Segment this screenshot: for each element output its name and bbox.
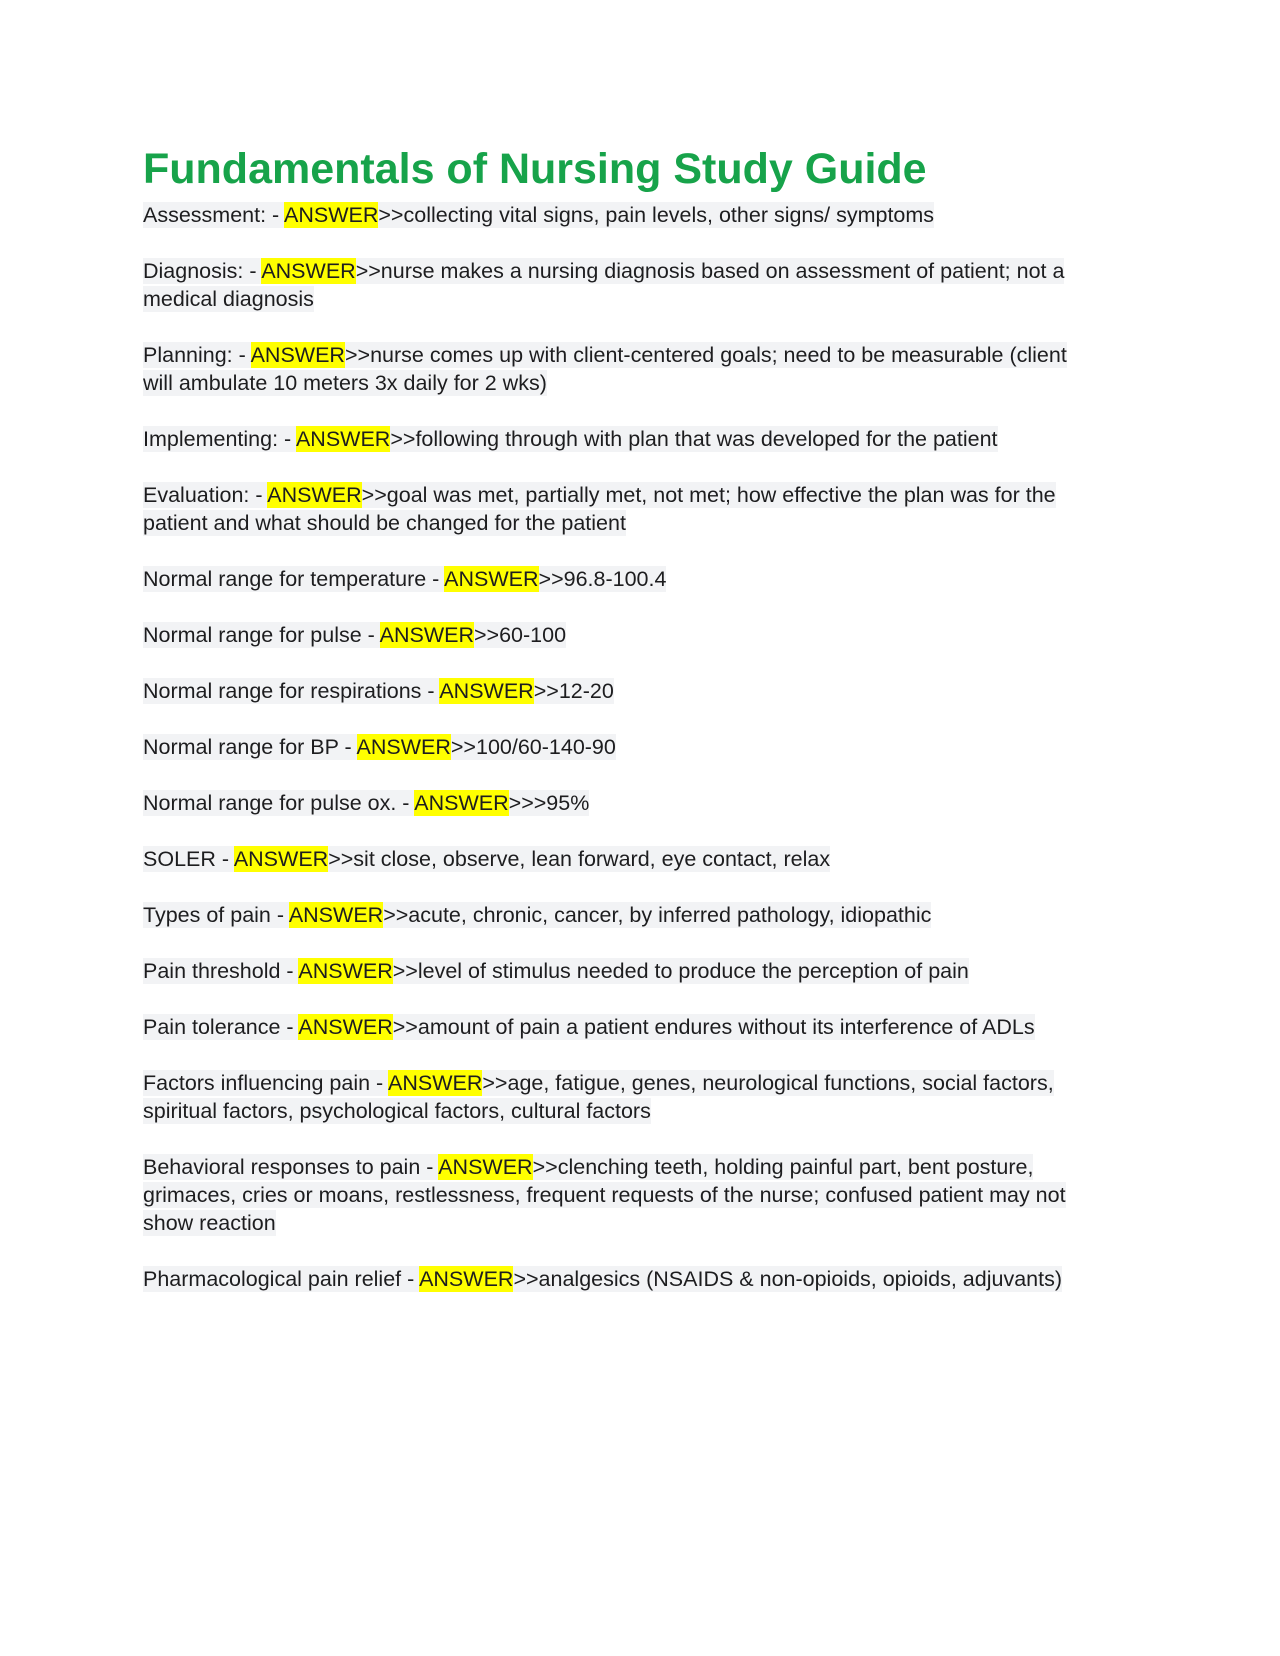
answer-highlight: ANSWER (438, 1155, 533, 1180)
question-text: Planning: - (143, 343, 251, 368)
question-text: Types of pain - (143, 903, 289, 928)
answer-text: >>60-100 (473, 623, 567, 648)
answer-text: >>>95% (508, 791, 590, 816)
qa-item (143, 565, 1075, 593)
question-text: Normal range for BP - (143, 735, 357, 760)
qa-item (143, 621, 1075, 649)
answer-highlight: ANSWER (284, 203, 379, 228)
question-text: Normal range for pulse ox. - (143, 791, 415, 816)
question-text: Factors influencing pain - (143, 1071, 388, 1096)
qa-item (143, 1153, 1075, 1237)
answer-text: >>12-20 (533, 679, 614, 704)
question-text: SOLER - (143, 847, 234, 872)
answer-highlight: ANSWER (356, 735, 451, 760)
question-text: Pain tolerance - (143, 1015, 299, 1040)
qa-item (143, 733, 1075, 761)
answer-highlight: ANSWER (298, 1015, 393, 1040)
answer-text: >>100/60-140-90 (450, 735, 616, 760)
question-text: Normal range for respirations - (143, 679, 440, 704)
question-text: Pharmacological pain relief - (143, 1267, 420, 1292)
answer-highlight: ANSWER (295, 427, 391, 452)
page-title: Fundamentals of Nursing Study Guide (143, 145, 927, 193)
answer-text: >>nurse comes up with client-centered goals; need to be measurable (client will ambulate 10 meters 3x daily for 2 wks) (143, 343, 1067, 396)
qa-item (143, 677, 1075, 705)
answer-highlight: ANSWER (379, 623, 474, 648)
question-text: Behavioral responses to pain - (143, 1155, 439, 1180)
question-text: Implementing: - (143, 427, 296, 452)
answer-text: >>age, fatigue, genes, neurological functions, social factors, spiritual factors, psychological factors, cultural factors (143, 1071, 1054, 1124)
qa-item (143, 1013, 1075, 1041)
qa-item (143, 425, 1075, 453)
answer-highlight: ANSWER (298, 959, 393, 984)
answer-highlight: ANSWER (288, 903, 384, 928)
qa-item (143, 341, 1075, 397)
answer-highlight: ANSWER (419, 1267, 514, 1292)
qa-item (143, 845, 1075, 873)
answer-text: >>analgesics (NSAIDS & non-opioids, opioids, adjuvants) (513, 1267, 1062, 1292)
answer-highlight: ANSWER (233, 847, 329, 872)
answer-highlight: ANSWER (261, 259, 356, 284)
answer-highlight: ANSWER (414, 791, 509, 816)
answer-text: >>sit close, observe, lean forward, eye contact, relax (328, 847, 831, 872)
qa-item (143, 481, 1075, 537)
answer-text: >>nurse makes a nursing diagnosis based on assessment of patient; not a medical diagnosis (143, 259, 1065, 312)
qa-item (143, 201, 1075, 229)
answer-text: >>96.8-100.4 (538, 567, 667, 592)
answer-highlight: ANSWER (439, 679, 534, 704)
question-text: Assessment: - (143, 203, 284, 228)
answer-text: >>level of stimulus needed to produce the perception of pain (392, 959, 969, 984)
answer-text: >>goal was met, partially met, not met; how effective the plan was for the patient and what should be changed for the patient (143, 483, 1056, 536)
qa-item (143, 257, 1075, 313)
answer-highlight: ANSWER (444, 567, 539, 592)
answer-text: >>following through with plan that was developed for the patient (390, 427, 998, 452)
question-text: Diagnosis: - (143, 259, 262, 284)
qa-item (143, 789, 1075, 817)
answer-highlight: ANSWER (388, 1071, 483, 1096)
answer-highlight: ANSWER (267, 483, 362, 508)
answer-text: >>amount of pain a patient endures without its interference of ADLs (392, 1015, 1035, 1040)
question-text: Normal range for temperature - (143, 567, 445, 592)
qa-item (143, 1069, 1075, 1125)
answer-text: >>collecting vital signs, pain levels, other signs/ symptoms (378, 203, 935, 228)
question-text: Normal range for pulse - (143, 623, 380, 648)
question-text: Pain threshold - (143, 959, 299, 984)
qa-item (143, 901, 1075, 929)
answer-text: >>clenching teeth, holding painful part, bent posture, grimaces, cries or moans, restlessness, frequent requests of the nurse; confused patient may not show reaction (143, 1155, 1066, 1236)
qa-item (143, 957, 1075, 985)
qa-list (143, 201, 1075, 1293)
question-text: Evaluation: - (143, 483, 268, 508)
answer-text: >>acute, chronic, cancer, by inferred pathology, idiopathic (383, 903, 932, 928)
qa-item (143, 1265, 1075, 1293)
answer-highlight: ANSWER (250, 343, 345, 368)
